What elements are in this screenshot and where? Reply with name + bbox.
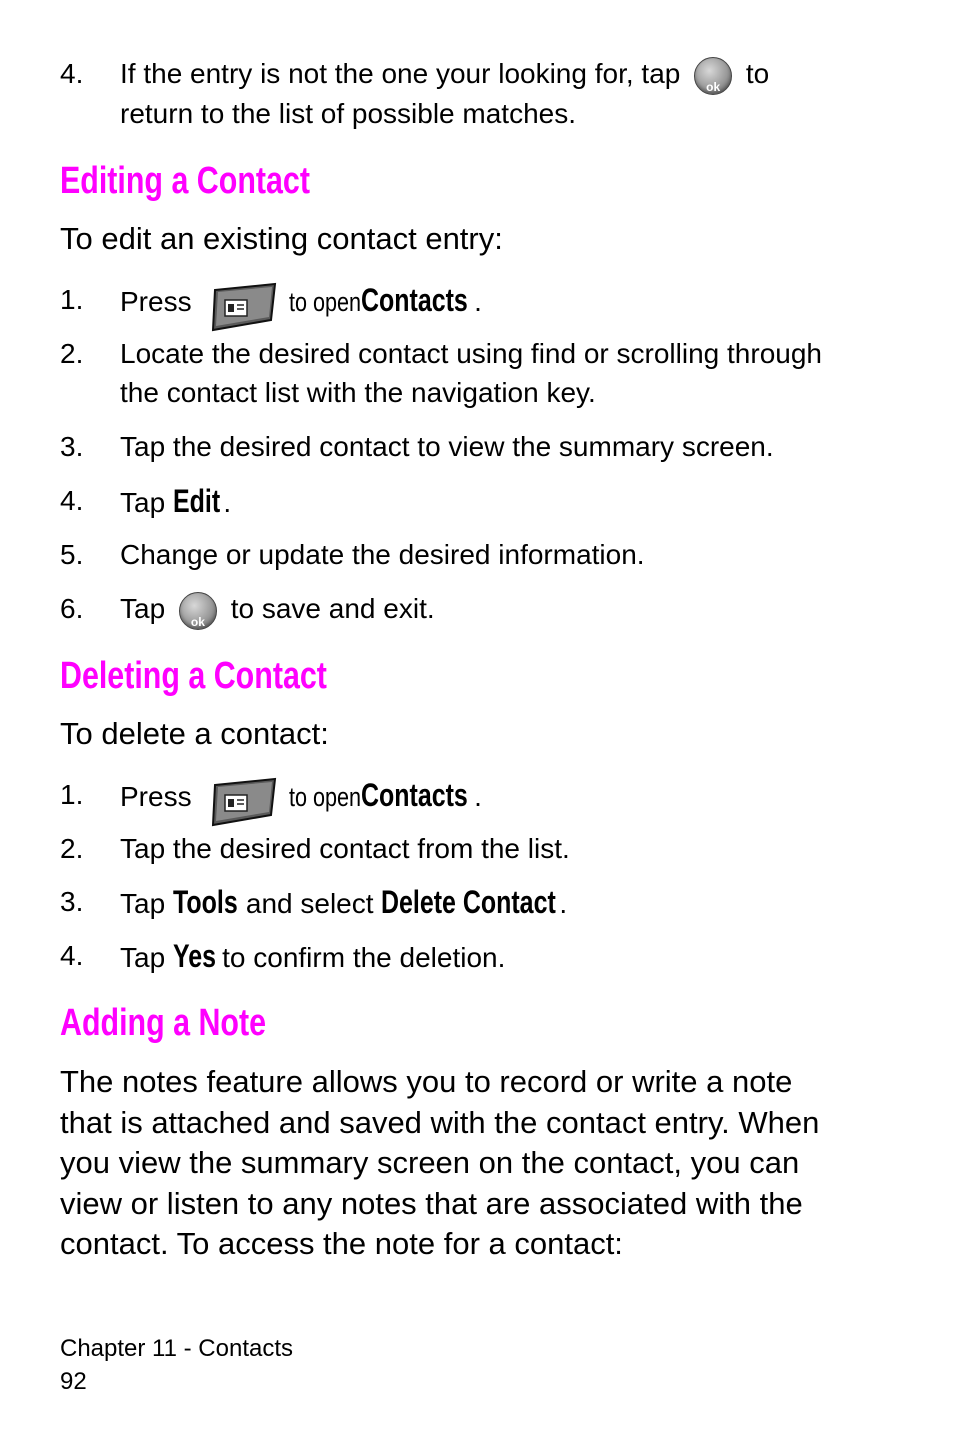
step-text: return to the list of possible matches. (120, 98, 576, 129)
page-footer (60, 1332, 293, 1398)
page-number: 92 (60, 1368, 87, 1395)
step-text: Change or update the desired information. (120, 539, 645, 570)
step-text: Press (120, 286, 192, 317)
step-text: to open (289, 287, 362, 317)
step-text: to open (289, 782, 362, 812)
step-text: Tap (120, 487, 166, 518)
paragraph-line: The notes feature allows you to record or write a note (60, 1064, 793, 1099)
step-number: 4. (60, 58, 84, 89)
step-text: Tap (120, 942, 166, 973)
menu-name: Delete Contact (381, 884, 557, 920)
contacts-key-icon (209, 777, 271, 821)
menu-name: Contacts (361, 282, 469, 318)
step-text: . (559, 888, 568, 919)
step-text: to save and exit. (230, 593, 435, 624)
menu-name: Edit (172, 483, 221, 519)
ok-button-icon: ok (694, 57, 732, 95)
menu-name: Yes (172, 938, 216, 974)
paragraph-line: contact. To access the note for a contact: (60, 1226, 623, 1261)
paragraph-line: view or listen to any notes that are associated with the (60, 1185, 803, 1221)
paragraph-line: you view the summary screen on the contact, you can (60, 1145, 800, 1180)
ok-button-icon: ok (179, 592, 217, 630)
step-number: 1. (60, 779, 84, 810)
step-text: Tap (120, 593, 166, 624)
step-text: . (474, 781, 482, 812)
step-text: Tap the desired contact to view the summary screen. (120, 431, 774, 462)
section-heading-editing: Editing a Contact (60, 160, 310, 202)
step-text: to (745, 58, 770, 89)
step-text: the contact list with the navigation key. (120, 377, 596, 408)
step-text: Locate the desired contact using find or scrolling through (120, 338, 822, 369)
step-number: 4. (60, 485, 84, 516)
contacts-key-icon (209, 282, 271, 326)
step-text: Tap the desired contact from the list. (120, 833, 570, 864)
step-number: 1. (60, 284, 84, 315)
chapter-label: Chapter 11 - Contacts (60, 1335, 294, 1362)
step-text: . (474, 286, 482, 317)
menu-name: Contacts (361, 777, 469, 813)
section-heading-adding-note: Adding a Note (60, 1002, 267, 1044)
step-number: 4. (60, 940, 84, 971)
step-number: 3. (60, 886, 84, 917)
section-intro: To delete a contact: (60, 716, 329, 751)
step-number: 6. (60, 593, 84, 624)
step-number: 2. (60, 338, 84, 369)
note-paragraph (60, 1062, 900, 1265)
step-text: Tap (120, 888, 166, 919)
step-text: . (223, 487, 232, 518)
paragraph-line: that is attached and saved with the contact entry. When (60, 1104, 820, 1140)
step-number: 3. (60, 431, 84, 462)
step-text: If the entry is not the one your looking for, tap (120, 58, 681, 89)
section-heading-deleting: Deleting a Contact (60, 655, 327, 697)
step-number: 5. (60, 539, 84, 570)
section-intro: To edit an existing contact entry: (60, 221, 503, 256)
menu-name: Tools (172, 884, 238, 920)
step-number: 2. (60, 833, 84, 864)
step-text: and select (245, 888, 374, 919)
step-text: Press (120, 781, 192, 812)
step-text: to confirm the deletion. (222, 942, 506, 973)
